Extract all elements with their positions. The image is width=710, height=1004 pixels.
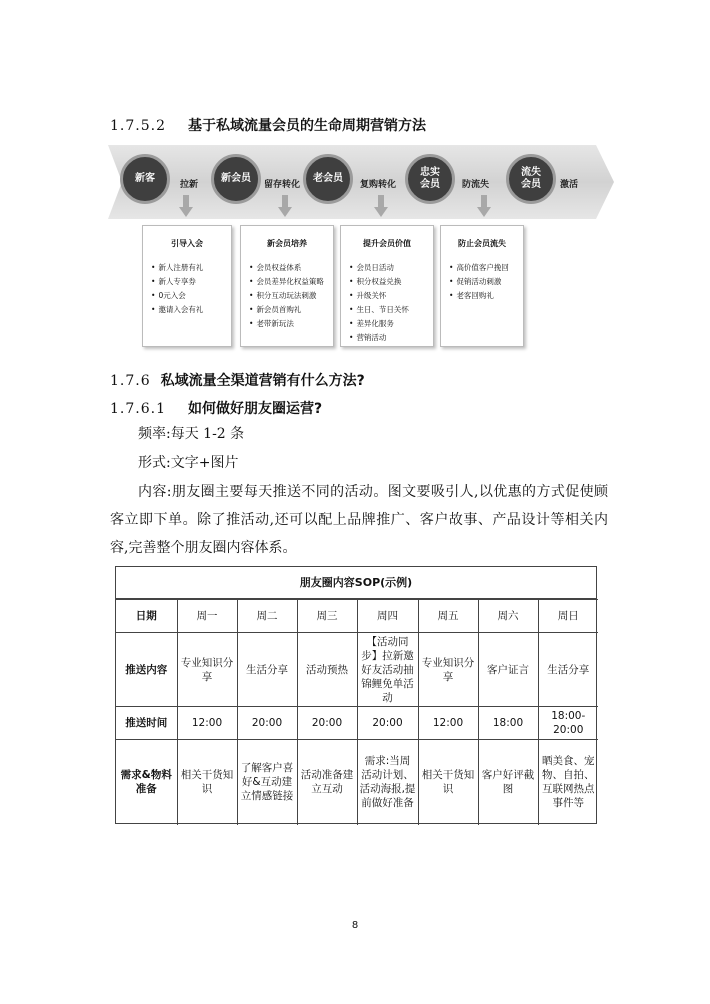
- table-cell: 专业知识分享: [177, 633, 237, 707]
- table-cell: 20:00: [297, 707, 357, 740]
- lifecycle-card: [240, 225, 334, 347]
- table-header-cell: 周日: [538, 600, 598, 633]
- card-item: • 生日、节日关怀: [349, 303, 433, 317]
- table-header-row: [116, 600, 598, 633]
- table-cell: 专业知识分享: [418, 633, 478, 707]
- step-label: 拉新: [180, 180, 199, 190]
- table-cell: 晒美食、宠物、自拍、互联网热点事件等: [538, 740, 598, 825]
- card-item: • 高价值客户挽回: [449, 261, 523, 275]
- table-cell: 12:00: [418, 707, 478, 740]
- table-cell: 18:00: [478, 707, 538, 740]
- card-item: • 0元入会: [151, 289, 231, 303]
- card-item: • 积分权益兑换: [349, 275, 433, 289]
- table-cell: 相关干货知识: [177, 740, 237, 825]
- table-cell: 20:00: [357, 707, 418, 740]
- step-label: 防流失: [462, 180, 490, 190]
- sop-table: [115, 566, 597, 824]
- card-item: • 新人专享券: [151, 275, 231, 289]
- down-arrow-icon: [374, 195, 388, 217]
- down-arrow-icon: [278, 195, 292, 217]
- down-arrow-icon: [179, 195, 193, 217]
- table-header-cell: 周四: [357, 600, 418, 633]
- table-header-cell: 周一: [177, 600, 237, 633]
- card-item: • 会员权益体系: [249, 261, 333, 275]
- card-item: • 差异化服务: [349, 317, 433, 331]
- card-title: 防止会员流失: [458, 239, 506, 248]
- card-item: • 老客回购礼: [449, 289, 523, 303]
- card-title: 新会员培养: [267, 239, 307, 248]
- section-title: 基于私域流量会员的生命周期营销方法: [187, 118, 426, 134]
- table-cell: 需求:当周活动计划、活动海报,提前做好准备: [357, 740, 418, 825]
- card-title: 引导入会: [171, 239, 203, 248]
- paragraph-content: 内容:朋友圈主要每天推送不同的活动。图文要吸引人,以优惠的方式促使顾客立即下单。除了推活动,还可以配上品牌推广、客户故事、产品设计等相关内容,完善整个朋友圈内容体系。: [110, 484, 608, 556]
- lifecycle-card: [440, 225, 524, 347]
- table-cell: 客户好评截图: [478, 740, 538, 825]
- section-number: 1.7.5.2: [110, 118, 166, 134]
- table-header-cell: 日期: [116, 600, 177, 633]
- table-cell: 生活分享: [538, 633, 598, 707]
- card-item: • 营销活动: [349, 331, 433, 345]
- stage-node: 忠实 会员: [405, 154, 455, 204]
- table-cell: 20:00: [237, 707, 297, 740]
- step-label: 复购转化: [360, 180, 397, 190]
- card-title: 提升会员价值: [363, 239, 411, 248]
- table-row: [116, 740, 598, 825]
- paragraph-format: 形式:文字+图片: [138, 455, 239, 471]
- section-heading-1752: [110, 115, 426, 135]
- table-cell: 生活分享: [237, 633, 297, 707]
- card-item: • 新会员首购礼: [249, 303, 333, 317]
- page-number: 8: [351, 920, 359, 931]
- paragraph-frequency: 频率:每天 1-2 条: [138, 426, 245, 442]
- step-label: 激活: [560, 180, 579, 190]
- section-title: 私域流量全渠道营销有什么方法?: [160, 373, 365, 389]
- card-item: • 积分互动玩法刺激: [249, 289, 333, 303]
- card-item: • 会员日活动: [349, 261, 433, 275]
- section-title: 如何做好朋友圈运营?: [187, 401, 323, 417]
- section-number: 1.7.6.1: [110, 401, 166, 417]
- section-heading-1761: [110, 398, 322, 418]
- table-header-cell: 周二: [237, 600, 297, 633]
- stage-node: 老会员: [303, 154, 353, 204]
- table-header-cell: 周三: [297, 600, 357, 633]
- table-cell: 活动准备建立互动: [297, 740, 357, 825]
- section-heading-176: [110, 370, 365, 390]
- row-header-cell: 推送时间: [116, 707, 177, 740]
- lifecycle-card: [142, 225, 232, 347]
- card-item: • 升级关怀: [349, 289, 433, 303]
- table-row: [116, 633, 598, 707]
- card-item: • 促销活动刺激: [449, 275, 523, 289]
- stage-node: 新会员: [211, 154, 261, 204]
- table-header-cell: 周六: [478, 600, 538, 633]
- table-cell: 了解客户喜好&互动建立情感链接: [237, 740, 297, 825]
- row-header-cell: 需求&物料准备: [116, 740, 177, 825]
- table-cell: 【活动同步】拉新邀好友活动抽锦鲤免单活动: [357, 633, 418, 707]
- stage-node: 新客: [120, 154, 170, 204]
- down-arrow-icon: [477, 195, 491, 217]
- stage-node: 流失 会员: [506, 154, 556, 204]
- lifecycle-card: [340, 225, 434, 347]
- table-cell: 活动预热: [297, 633, 357, 707]
- row-header-cell: 推送内容: [116, 633, 177, 707]
- table-cell: 18:00-20:00: [538, 707, 598, 740]
- table-cell: 客户证言: [478, 633, 538, 707]
- table-cell: 12:00: [177, 707, 237, 740]
- card-item: • 会员差异化权益策略: [249, 275, 333, 289]
- card-item: • 新人注册有礼: [151, 261, 231, 275]
- lifecycle-diagram: [108, 143, 614, 353]
- card-item: • 老带新玩法: [249, 317, 333, 331]
- section-number: 1.7.6: [110, 373, 151, 389]
- table-title: 朋友圈内容SOP(示例): [116, 567, 596, 599]
- table-cell: 相关干货知识: [418, 740, 478, 825]
- table-row: [116, 707, 598, 740]
- step-label: 留存转化: [264, 180, 301, 190]
- card-item: • 邀请入会有礼: [151, 303, 231, 317]
- table-header-cell: 周五: [418, 600, 478, 633]
